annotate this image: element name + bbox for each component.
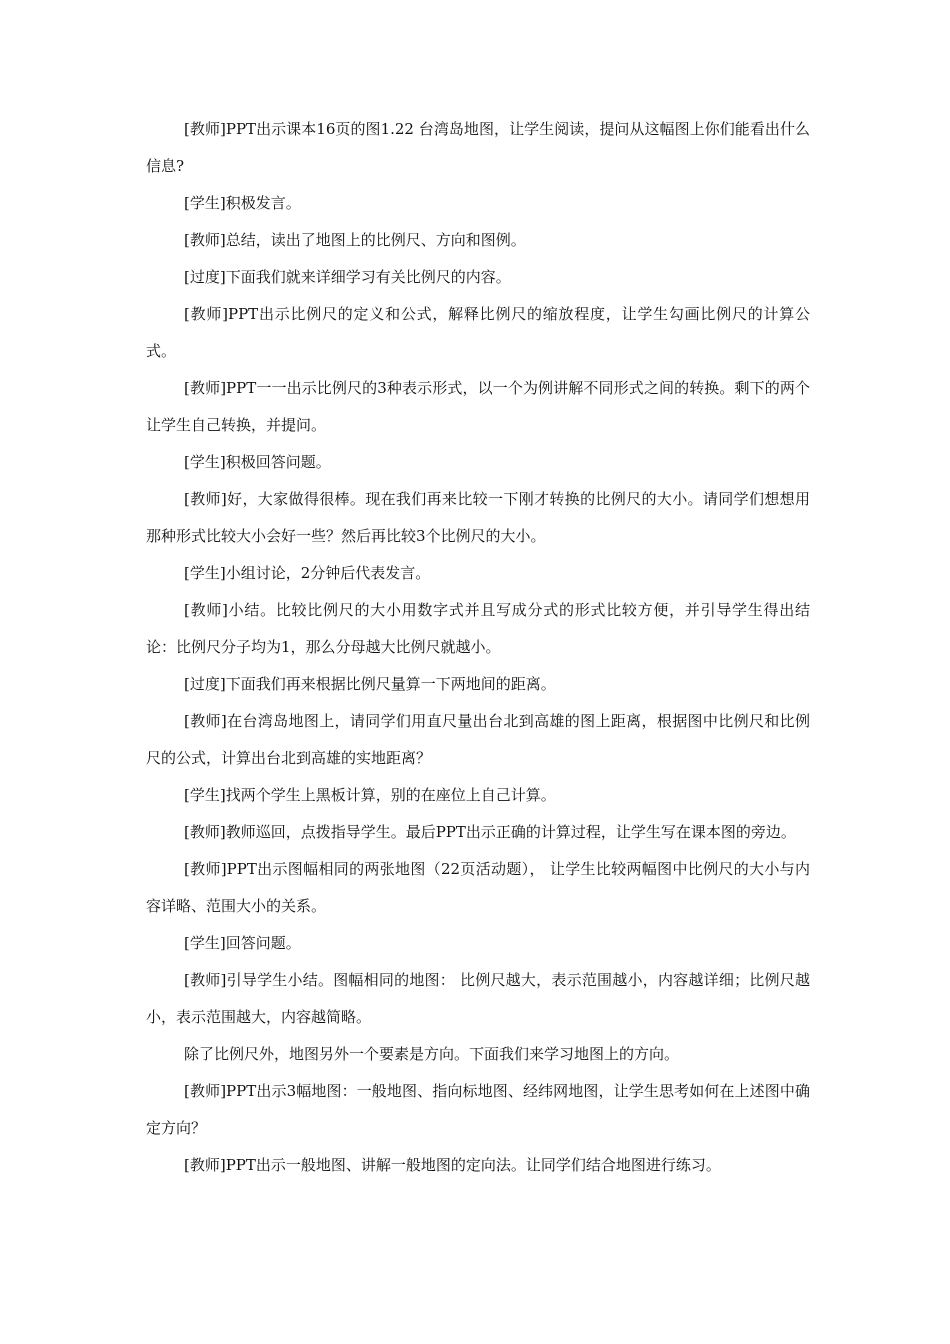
paragraph: [教师]PPT出示3幅地图：一般地图、指向标地图、经纬网地图，让学生思考如何在上述图中确定方向？: [146, 1082, 810, 1137]
paragraph: [教师]好，大家做得很棒。现在我们再来比较一下刚才转换的比例尺的大小。请同学们想想用那种形式比较大小会好一些？然后再比较3个比例尺的大小。: [146, 490, 810, 545]
paragraph: [教师]PPT出示比例尺的定义和公式，解释比例尺的缩放程度，让学生勾画比例尺的计算公式。: [146, 305, 810, 360]
paragraph: [教师]总结，读出了地图上的比例尺、方向和图例。: [184, 231, 526, 249]
paragraph: [教师]在台湾岛地图上，请同学们用直尺量出台北到高雄的图上距离，根据图中比例尺和比例尺的公式，计算出台北到高雄的实地距离？: [146, 712, 810, 767]
paragraph: [教师]PPT出示课本16页的图1.22 台湾岛地图，让学生阅读，提问从这幅图上你们能看出什么信息?: [146, 120, 810, 175]
paragraph: [教师]PPT一一出示比例尺的3种表示形式，以一个为例讲解不同形式之间的转换。剩下的两个让学生自己转换，并提问。: [146, 379, 810, 434]
paragraph: [学生]找两个学生上黑板计算，别的在座位上自己计算。: [184, 786, 556, 804]
paragraph: [学生]回答问题。: [184, 934, 301, 952]
paragraph: [学生]积极回答问题。: [184, 453, 331, 471]
paragraph: [学生]小组讨论，2分钟后代表发言。: [184, 564, 431, 582]
paragraph: [过度]下面我们再来根据比例尺量算一下两地间的距离。: [184, 675, 556, 693]
paragraph: [学生]积极发言。: [184, 194, 301, 212]
paragraph: [教师]引导学生小结。图幅相同的地图： 比例尺越大，表示范围越小，内容越详细；比例尺越小，表示范围越大，内容越简略。: [146, 971, 810, 1026]
paragraph: [教师]教师巡回，点拨指导学生。最后PPT出示正确的计算过程，让学生写在课本图的旁边。: [184, 823, 796, 841]
paragraph: 除了比例尺外，地图另外一个要素是方向。下面我们来学习地图上的方向。: [184, 1045, 680, 1063]
paragraph: [教师]PPT出示图幅相同的两张地图（22页活动题）， 让学生比较两幅图中比例尺的大小与内容详略、范围大小的关系。: [146, 860, 810, 915]
paragraph: [过度]下面我们就来详细学习有关比例尺的内容。: [184, 268, 511, 286]
paragraph: [教师]小结。比较比例尺的大小用数字式并且写成分式的形式比较方便，并引导学生得出结论：比例尺分子均为1，那么分母越大比例尺就越小。: [146, 601, 810, 656]
paragraph: [教师]PPT出示一般地图、讲解一般地图的定向法。让同学们结合地图进行练习。: [184, 1156, 721, 1174]
document-body: [146, 111, 810, 1184]
